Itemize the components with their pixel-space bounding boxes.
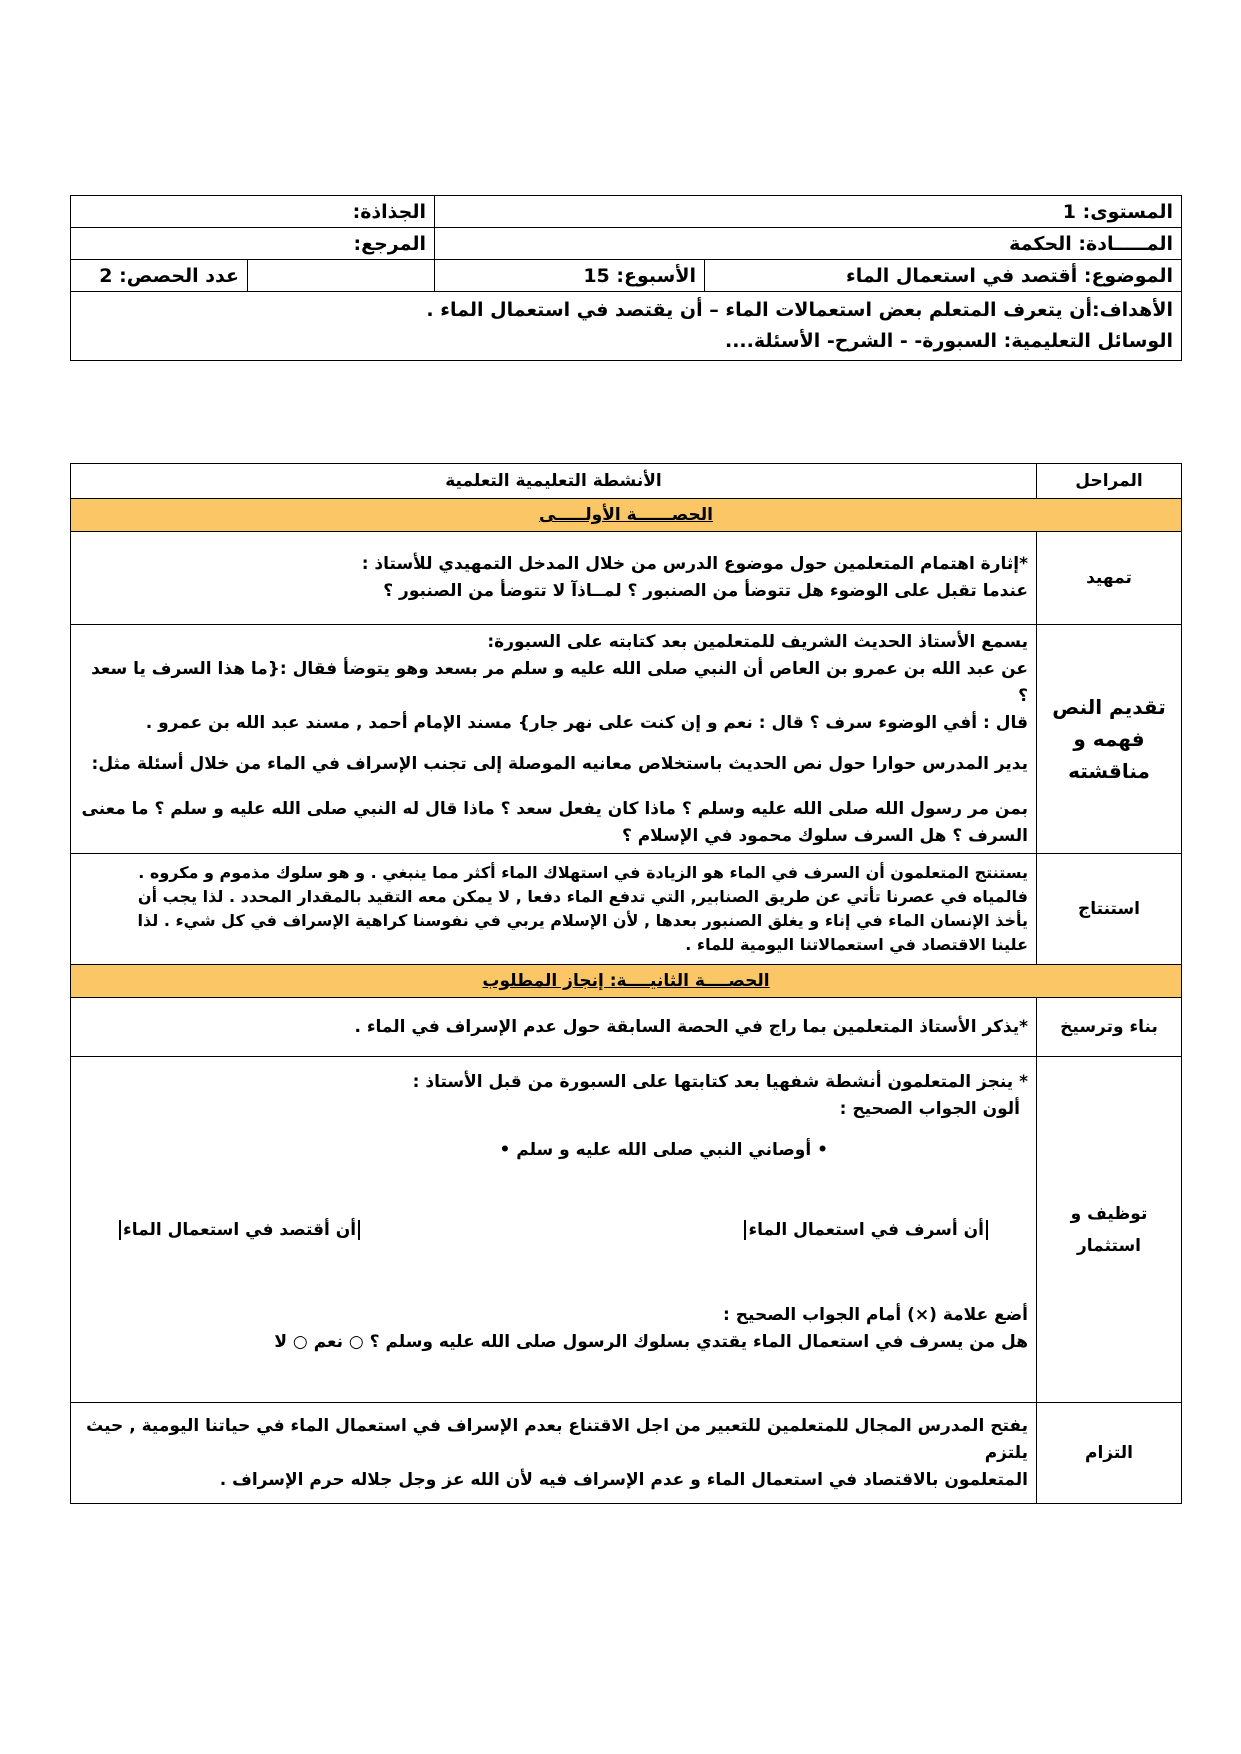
q1-options bbox=[79, 1220, 1028, 1240]
week-cell: الأسبوع: 15 bbox=[435, 260, 705, 292]
q1-stem: • أوصاني النبي صلى الله عليه و سلم • bbox=[499, 1140, 828, 1160]
istintaj-content: يستنتج المتعلمون أن السرف في الماء هو الزيادة في استهلاك الماء أكثر مما ينبغي . و هو سلوك مذموم و مكروه . فالمياه في عصرنا تأتي عن طريق الصنابير, التي تدفع الماء دفعا , لا يمكن معه التقيد بالمقدار المحدد . لذا يجب أن يأخذ الإنسان الماء في إناء و يغلق الصنبور بعدها , لأن الإسلام يربي في نفوسنا كراهية الإسراف في كل شيء . لذا علينا الاقتصاد في استعمالاتنا اليومية للماء . bbox=[71, 854, 1037, 965]
empty-cell bbox=[248, 260, 435, 292]
bina-content: *يذكر الأستاذ المتعلمين بما راج في الحصة السابقة حول عدم الإسراف في الماء . bbox=[71, 998, 1037, 1057]
subject-cell: المـــــادة: الحكمة bbox=[435, 228, 1182, 260]
stage-bina: بناء وترسيخ bbox=[1037, 998, 1182, 1057]
stage-tawzif: توظيف و استثمار bbox=[1037, 1057, 1182, 1403]
goals-text: الأهداف:أن يتعرف المتعلم بعض استعمالات الماء – أن يقتصد في استعمال الماء . bbox=[426, 299, 1173, 321]
tamhid-content: *إثارة اهتمام المتعلمين حول موضوع الدرس من خلال المدخل التمهيدي للأستاذ : عندما تقبل على الوضوء هل تتوضأ من الصنبور ؟ لمــاذآ لا تتوضأ من الصنبور ؟ bbox=[71, 532, 1037, 625]
session2-banner: الحصــــة الثانيــــة: إنجاز المطلوب bbox=[71, 965, 1182, 998]
stage-iltizam: التزام bbox=[1037, 1403, 1182, 1504]
stages-header: المراحل bbox=[1037, 464, 1182, 499]
stem-cell: الجذاذة: bbox=[71, 196, 435, 228]
session1-banner: الحصــــــة الأولـــــى bbox=[71, 499, 1182, 532]
tawzif-content: * ينجز المتعلمون أنشطة شفهيا بعد كتابتها على السبورة من قبل الأستاذ : ألون الجواب الصحيح : • أوصاني النبي صلى الله عليه و سلم • أن أسرف في استعمال الماء أن أقتصد في استعمال الماء أضع علامة (×) أمام الجواب الصحيح : هل من يسرف في استعمال الماء يقتدي بسلوك الرسول صلى الله عليه وسلم ؟ ○ نعم ○ لا bbox=[71, 1057, 1037, 1403]
stage-istintaj: استنتاج bbox=[1037, 854, 1182, 965]
goals-cell bbox=[71, 292, 1182, 361]
reference-cell: المرجع: bbox=[71, 228, 435, 260]
option-iqtisad[interactable]: أن أقتصد في استعمال الماء bbox=[119, 1220, 360, 1240]
option-israf[interactable]: أن أسرف في استعمال الماء bbox=[744, 1220, 988, 1240]
lesson-table bbox=[70, 463, 1182, 1504]
activities-header: الأنشطة التعليمية التعلمية bbox=[71, 464, 1037, 499]
info-table bbox=[70, 195, 1182, 361]
stage-taqdim: تقديم النص فهمه و مناقشته bbox=[1037, 625, 1182, 854]
sessions-cell: عدد الحصص: 2 bbox=[71, 260, 248, 292]
topic-cell: الموضوع: أقتصد في استعمال الماء bbox=[705, 260, 1182, 292]
stage-tamhid: تمهيد bbox=[1037, 532, 1182, 625]
q2-stem: هل من يسرف في استعمال الماء يقتدي بسلوك الرسول صلى الله عليه وسلم ؟ ○ نعم ○ لا bbox=[274, 1332, 1028, 1352]
iltizam-content: يفتح المدرس المجال للمتعلمين للتعبير من اجل الاقتناع بعدم الإسراف في استعمال الماء في حياتنا اليومية , حيث يلتزم المتعلمون بالاقتصاد في استعمال الماء و عدم الإسراف فيه لأن الله عز وجل جلاله حرم الإسراف . bbox=[71, 1403, 1037, 1504]
taqdim-content: يسمع الأستاذ الحديث الشريف للمتعلمين بعد كتابته على السبورة: عن عبد الله بن عمرو بن العاص أن النبي صلى الله عليه و سلم مر بسعد وهو يتوضأ فقال :{ما هذا السرف يا سعد ؟ قال : أفي الوضوء سرف ؟ قال : نعم و إن كنت على نهر جار} مسند الإمام أحمد , مسند عبد الله بن عمرو . يدير المدرس حوارا حول نص الحديث باستخلاص معانيه الموصلة إلى تجنب الإسراف في الماء من خلال أسئلة مثل: بمن مر رسول الله صلى الله عليه وسلم ؟ ماذا كان يفعل سعد ؟ ماذا قال له النبي صلى الله عليه و سلم ؟ ما معنى السرف ؟ هل السرف سلوك محمود في الإسلام ؟ bbox=[71, 625, 1037, 854]
level-cell: المستوى: 1 bbox=[435, 196, 1182, 228]
means-text: الوسائل التعليمية: السبورة- - الشرح- الأسئلة.... bbox=[724, 330, 1173, 352]
